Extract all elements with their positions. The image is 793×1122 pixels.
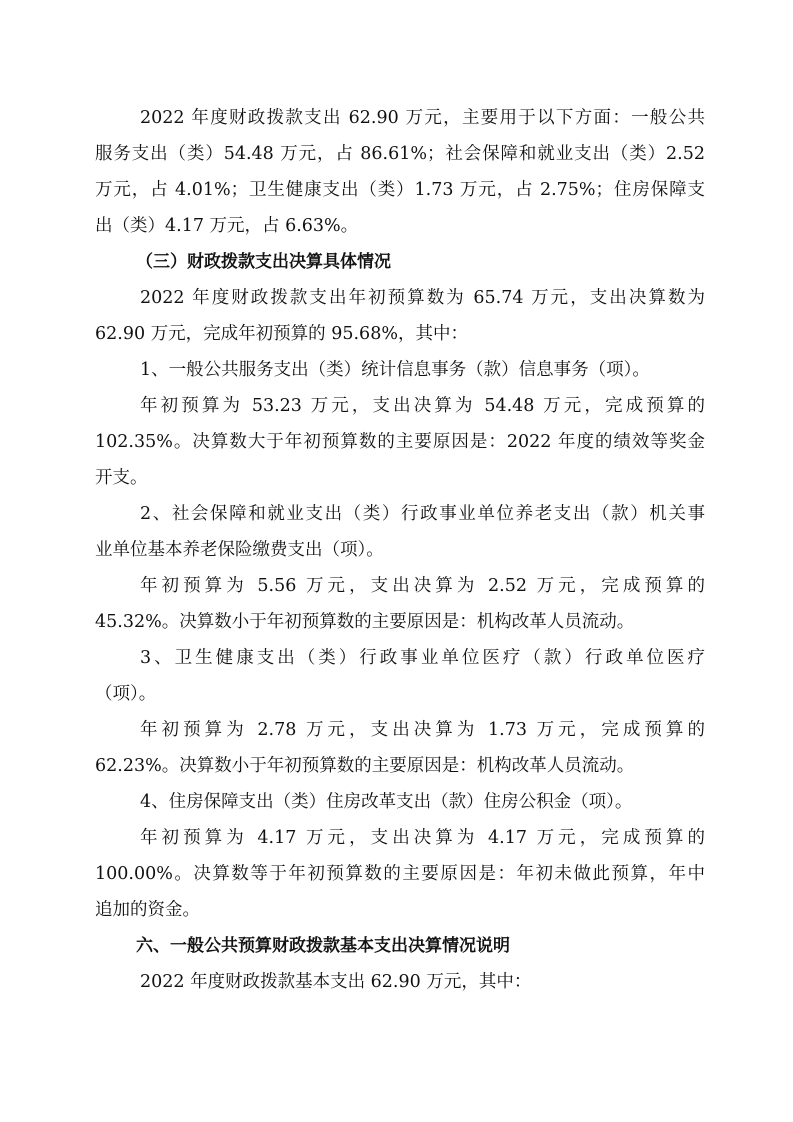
paragraph-line: 年初预算为 5.56 万元，支出决算为 2.52 万元，完成预算的	[140, 576, 705, 596]
paragraph-line: 62.90 万元，完成年初预算的 95.68%，其中：	[95, 324, 468, 344]
paragraph-line: 万元，占 4.01%；卫生健康支出（类）1.73 万元，占 2.75%；住房保障支	[95, 180, 705, 200]
list-item-title: 2、社会保障和就业支出（类）行政事业单位养老支出（款）机关事	[140, 504, 705, 524]
paragraph-line: 100.00%。决算数等于年初预算数的主要原因是：年初未做此预算，年中	[95, 864, 705, 884]
paragraph-line: 2022 年度财政拨款支出 62.90 万元，主要用于以下方面：一般公共	[140, 108, 705, 128]
list-item-title: （项）。	[95, 684, 157, 704]
paragraph-line: 出（类）4.17 万元，占 6.63%。	[95, 216, 359, 236]
paragraph-line: 年初预算为 2.78 万元，支出决算为 1.73 万元，完成预算的	[140, 720, 705, 740]
list-item-title: 1、一般公共服务支出（类）统计信息事务（款）信息事务（项）。	[140, 360, 650, 380]
list-item-title: 3、卫生健康支出（类）行政事业单位医疗（款）行政单位医疗	[140, 648, 705, 668]
list-item-title: 4、住房保障支出（类）住房改革支出（款）住房公积金（项）。	[140, 792, 633, 812]
paragraph-line: 102.35%。决算数大于年初预算数的主要原因是：2022 年度的绩效等奖金	[95, 432, 705, 452]
section-heading: 六、一般公共预算财政拨款基本支出决算情况说明	[136, 936, 510, 956]
paragraph-line: 62.23%。决算数小于年初预算数的主要原因是：机构改革人员流动。	[95, 756, 635, 776]
paragraph-line: 2022 年度财政拨款支出年初预算数为 65.74 万元，支出决算数为	[140, 288, 705, 308]
paragraph-line: 服务支出（类）54.48 万元，占 86.61%；社会保障和就业支出（类）2.52	[95, 144, 705, 164]
paragraph-line: 45.32%。决算数小于年初预算数的主要原因是：机构改革人员流动。	[95, 612, 635, 632]
paragraph-line: 年初预算为 53.23 万元，支出决算为 54.48 万元，完成预算的	[140, 396, 705, 416]
list-item-title: 业单位基本养老保险缴费支出（项）。	[95, 540, 384, 560]
paragraph-line: 开支。	[95, 468, 148, 488]
section-heading: （三）财政拨款支出决算具体情况	[136, 252, 391, 272]
paragraph-line: 追加的资金。	[95, 900, 200, 920]
paragraph-line: 年初预算为 4.17 万元，支出决算为 4.17 万元，完成预算的	[140, 828, 705, 848]
paragraph-line: 2022 年度财政拨款基本支出 62.90 万元，其中：	[140, 972, 532, 992]
